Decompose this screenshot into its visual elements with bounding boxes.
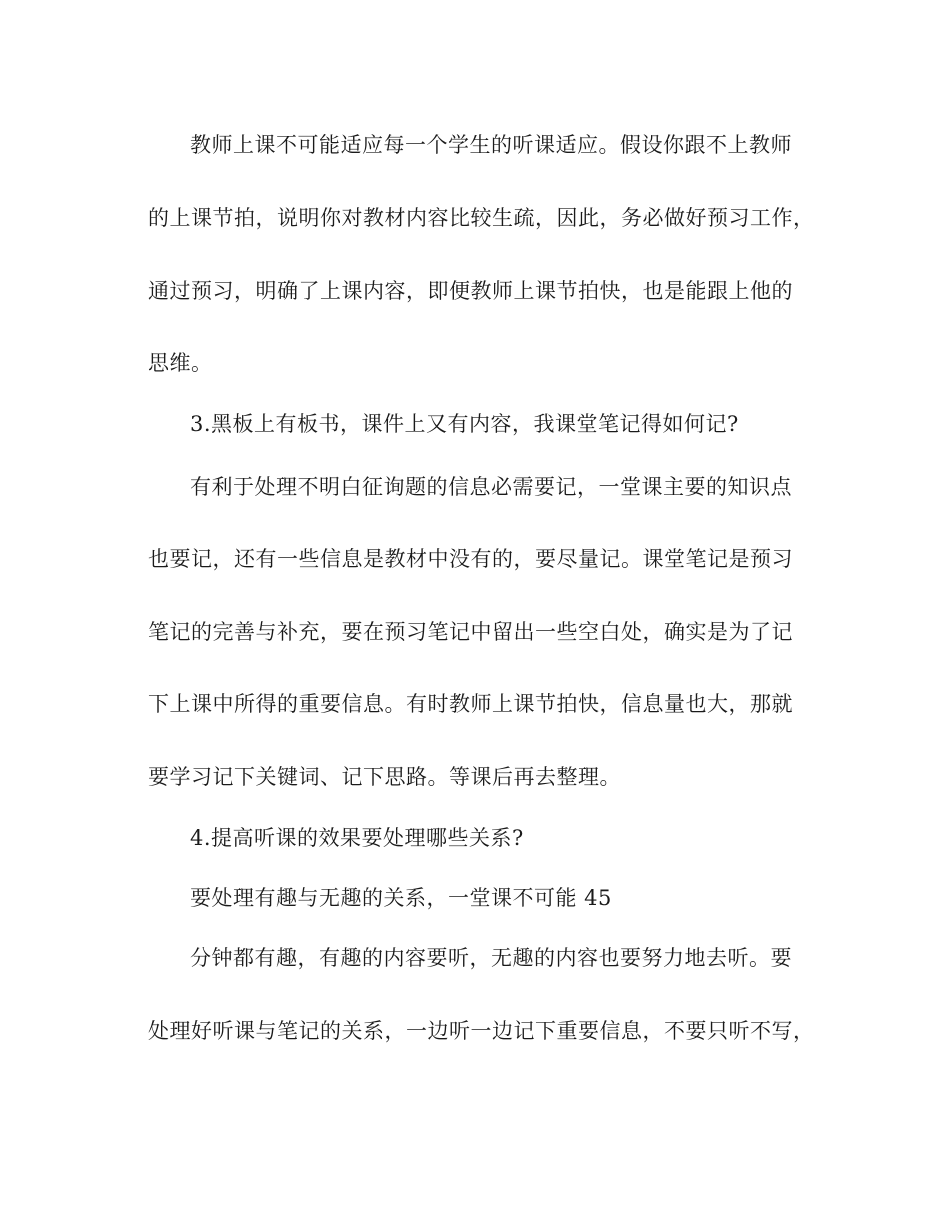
paragraph-line-2: 的上课节拍，说明你对教材内容比较生疏，因此，务必做好预习工作， <box>148 206 815 230</box>
paragraph-line-3: 通过预习，明确了上课内容，即便教师上课节拍快，也是能跟上他的 <box>148 279 793 303</box>
question-heading-3: 3.黑板上有板书，课件上又有内容，我课堂笔记得如何记? <box>190 412 739 436</box>
question-heading-4: 4.提高听课的效果要处理哪些关系? <box>190 826 524 850</box>
paragraph-line-4: 思维。 <box>148 351 213 375</box>
paragraph-line-11: 分钟都有趣，有趣的内容要听，无趣的内容也要努力地去听。要 <box>190 946 792 970</box>
paragraph-line-1: 教师上课不可能适应每一个学生的听课适应。假设你跟不上教师 <box>190 133 792 157</box>
paragraph-line-10: 要处理有趣与无趣的关系，一堂课不可能 45 <box>190 886 612 910</box>
paragraph-line-8: 下上课中所得的重要信息。有时教师上课节拍快，信息量也大，那就 <box>148 692 793 716</box>
paragraph-line-5: 有利于处理不明白征询题的信息必需要记，一堂课主要的知识点 <box>190 475 792 499</box>
paragraph-line-9: 要学习记下关键词、记下思路。等课后再去整理。 <box>148 765 621 789</box>
paragraph-line-12: 处理好听课与笔记的关系，一边听一边记下重要信息，不要只听不写， <box>148 1019 815 1043</box>
paragraph-line-7: 笔记的完善与补充，要在预习笔记中留出一些空白处，确实是为了记 <box>148 620 793 644</box>
paragraph-line-6: 也要记，还有一些信息是教材中没有的，要尽量记。课堂笔记是预习 <box>148 547 793 571</box>
